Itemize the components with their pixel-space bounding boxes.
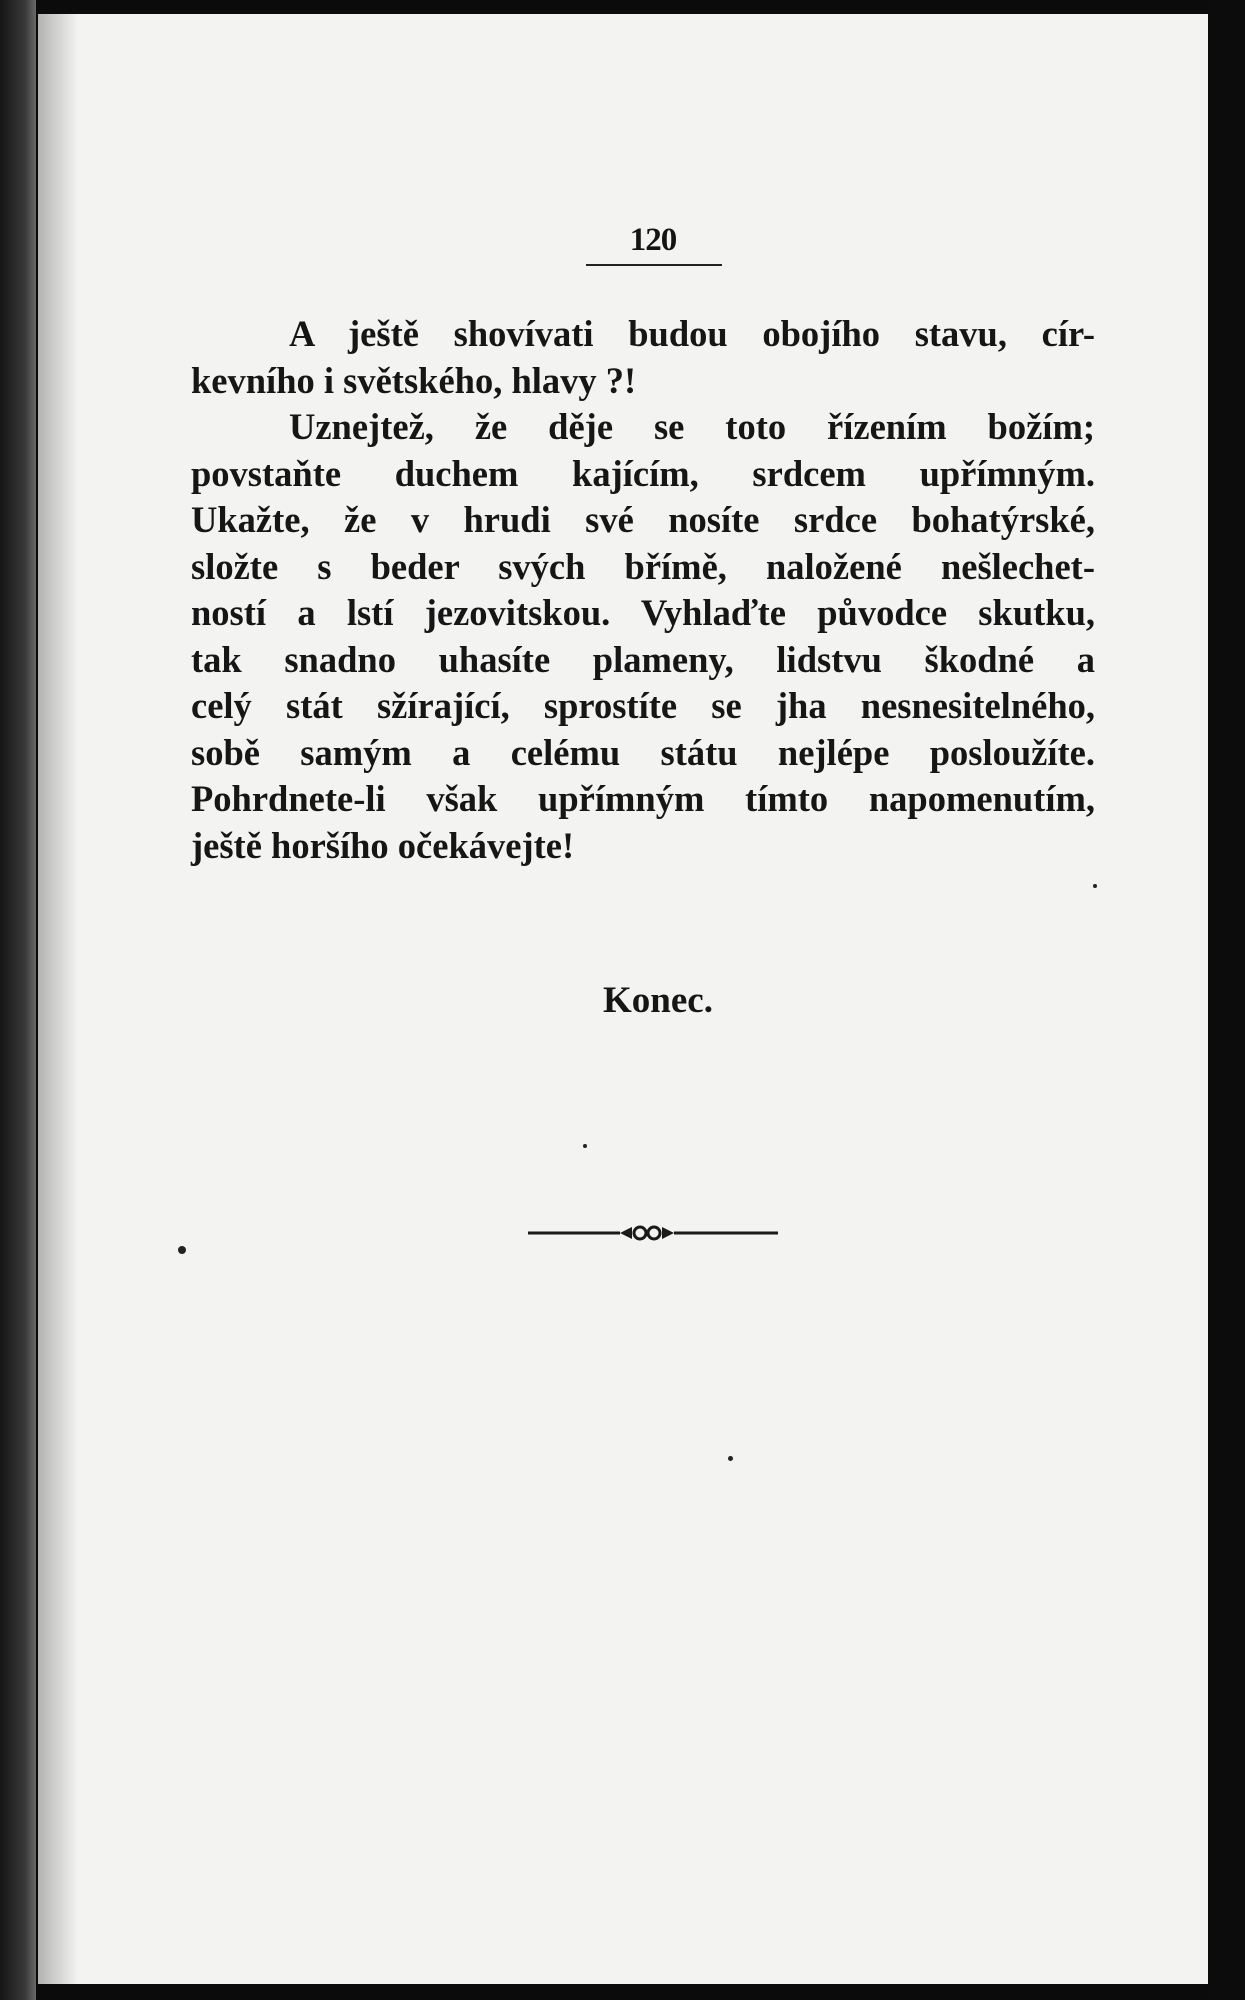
text-line: A ještě shovívati budou obojího stavu, cír-	[289, 313, 1095, 354]
text-line: Pohrdnete-li však upřímným tímto napomenutím,	[191, 778, 1095, 819]
text-line: Ukažte, že v hrudi své nosíte srdce bohatýrské,	[191, 499, 1095, 540]
body-text	[191, 311, 1095, 869]
paper-speck	[1093, 884, 1097, 888]
ornament-divider	[528, 1222, 778, 1244]
text-line: složte s beder svých břímě, naložené nešlechet-	[191, 545, 1095, 587]
paper-speck	[178, 1246, 186, 1254]
text-line: sobě samým a celému státu nejlépe posloužíte.	[191, 731, 1095, 773]
text-line: povstaňte duchem kajícím, srdcem upřímným.	[191, 452, 1095, 494]
paper-speck	[583, 1144, 587, 1148]
page-number-rule	[586, 264, 722, 266]
scan-right-edge	[1209, 0, 1245, 2000]
text-line: tak snadno uhasíte plameny, lidstvu škodné a	[191, 638, 1095, 680]
scan-left-edge	[0, 0, 36, 2000]
text-line: ností a lstí jezovitskou. Vyhlaďte původce skutku,	[191, 592, 1095, 633]
closing-word: Konec.	[603, 980, 713, 1021]
book-page	[38, 14, 1208, 1984]
text-line: kevního i světského, hlavy ?!	[191, 359, 637, 401]
text-line: celý stát sžírající, sprostíte se jha nesnesitelného,	[191, 685, 1095, 726]
text-line: ještě horšího očekávejte!	[191, 824, 575, 866]
text-line: Uznejtež, že děje se toto řízením božím;	[289, 406, 1095, 447]
page-number: 120	[629, 222, 677, 258]
paper-speck	[728, 1456, 733, 1461]
